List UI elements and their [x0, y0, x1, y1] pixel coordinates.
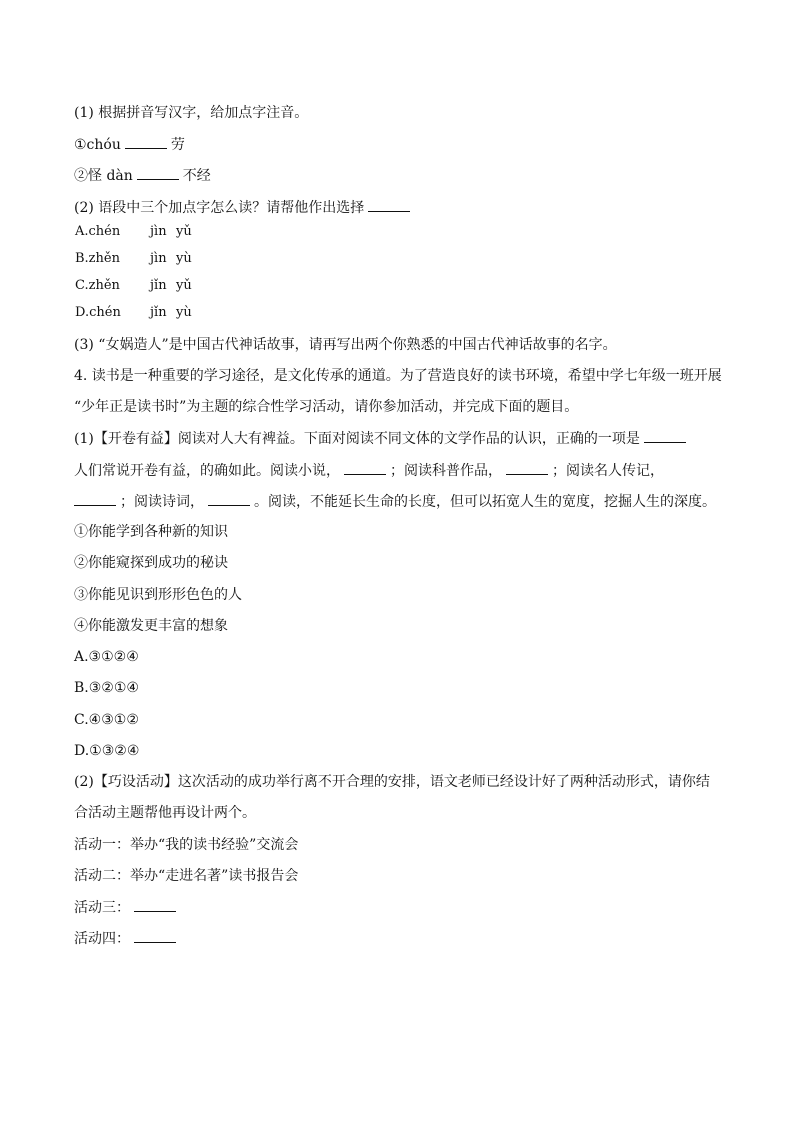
q3-sub2-title: (2) 语段中三个加点字怎么读？请帮他作出选择	[74, 198, 414, 217]
answer-blank[interactable]	[506, 461, 548, 475]
answer-blank[interactable]	[74, 492, 116, 506]
answer-blank[interactable]	[368, 198, 410, 212]
answer-blank[interactable]	[644, 429, 686, 443]
document-page: (1) 根据拼音写汉字，给加点字注音。 ①chóu 劳 ②怪 dàn 不经 (2) 语段中三个加点字怎么读？请帮他作出选择 A.chén jìn yǔ B.zhěn jìn yù C.zhěn jǐn yǔ D.chén jǐn yù (3) “女娲造人”是中国古代神话故事，请再写出两个你熟悉的中国古代神话故事的名字。 4. 读书是一种重要的学习途径，是文化传承的通道。为了营造良好的读书环境，希望中学七年级一班开展 “少年正是读书时”为主题的综合性学习活动，请你参加活动，并完成下面的题目。 (1)【开卷有益】阅读对人大有裨益。下面对阅读不同文体的文学作品的认识，正确的一项是 人们常说开卷有益，的确如此。阅读小说， ；阅读科普作品， ；阅读名人传记， ；阅读诗词， 。阅读，不能延长生命的长度，但可以拓宽人生的宽度，挖掘人生的深度。 ①你能学到各种新的知识 ②你能窥探到成功的秘诀 ③你能见识到形形色色的人 ④你能激发更丰富的想象 A.③①②④ B.③②①④ C.④③①② D.①③②④ (2)【巧设活动】这次活动的成功举行离不开合理的安排，语文老师已经设计好了两种活动形式，请你结 合活动主题帮他再设计两个。 活动一：举办“我的读书经验”交流会 活动二：举办“走进名著”读书报告会 活动三： 活动四：	[74, 105, 722, 947]
q4-passage-line1: 人们常说开卷有益，的确如此。阅读小说， ；阅读科普作品， ；阅读名人传记，	[74, 463, 664, 479]
answer-blank[interactable]	[344, 461, 386, 475]
q3-item1-prefix: ①chóu	[74, 137, 121, 153]
q4-statement-3: ③你能见识到形形色色的人	[74, 587, 242, 603]
answer-blank[interactable]	[208, 492, 250, 506]
answer-blank[interactable]	[125, 135, 167, 149]
q4-choice-d[interactable]: D.①③②④	[74, 743, 140, 759]
q4-choice-c[interactable]: C.④③①②	[74, 712, 139, 728]
q4-activity-1: 活动一：举办“我的读书经验”交流会	[74, 837, 299, 853]
q3-item2-prefix: ②怪 dàn	[74, 168, 133, 184]
q3-sub3-title: (3) “女娲造人”是中国古代神话故事，请再写出两个你熟悉的中国古代神话故事的名字。	[74, 337, 617, 353]
q4-sub2-line1: (2)【巧设活动】这次活动的成功举行离不开合理的安排，语文老师已经设计好了两种活动形式，请你结	[74, 774, 710, 790]
q3-item1	[74, 135, 185, 154]
q4-activity-2: 活动二：举办“走进名著”读书报告会	[74, 868, 299, 884]
q4-intro-line1: 4. 读书是一种重要的学习途径，是文化传承的通道。为了营造良好的读书环境，希望中学七年级一班开展	[74, 368, 722, 384]
q4-intro-line2: “少年正是读书时”为主题的综合性学习活动，请你参加活动，并完成下面的题目。	[74, 399, 579, 415]
answer-blank[interactable]	[137, 166, 179, 180]
q4-passage-line2: ；阅读诗词， 。阅读，不能延长生命的长度，但可以拓宽人生的宽度，挖掘人生的深度。	[74, 492, 716, 511]
q3-item2-suffix: 不经	[182, 168, 211, 184]
q3-sub1-title: (1) 根据拼音写汉字，给加点字注音。	[74, 105, 309, 121]
q4-choice-a[interactable]: A.③①②④	[74, 649, 139, 665]
q3-item2	[74, 166, 211, 185]
q4-statement-2: ②你能窥探到成功的秘诀	[74, 555, 228, 571]
q4-sub2-line2: 合活动主题帮他再设计两个。	[74, 805, 256, 821]
q4-activity-4: 活动四：	[74, 929, 180, 948]
answer-blank[interactable]	[134, 898, 176, 912]
q4-sub1-title: (1)【开卷有益】阅读对人大有裨益。下面对阅读不同文体的文学作品的认识，正确的一项是	[74, 429, 690, 448]
q3-item1-suffix: 劳	[170, 137, 185, 153]
q4-statement-1: ①你能学到各种新的知识	[74, 524, 228, 540]
q4-choice-b[interactable]: B.③②①④	[74, 680, 139, 696]
q4-statement-4: ④你能激发更丰富的想象	[74, 618, 228, 634]
q4-activity-3: 活动三：	[74, 898, 180, 917]
answer-blank[interactable]	[134, 929, 176, 943]
